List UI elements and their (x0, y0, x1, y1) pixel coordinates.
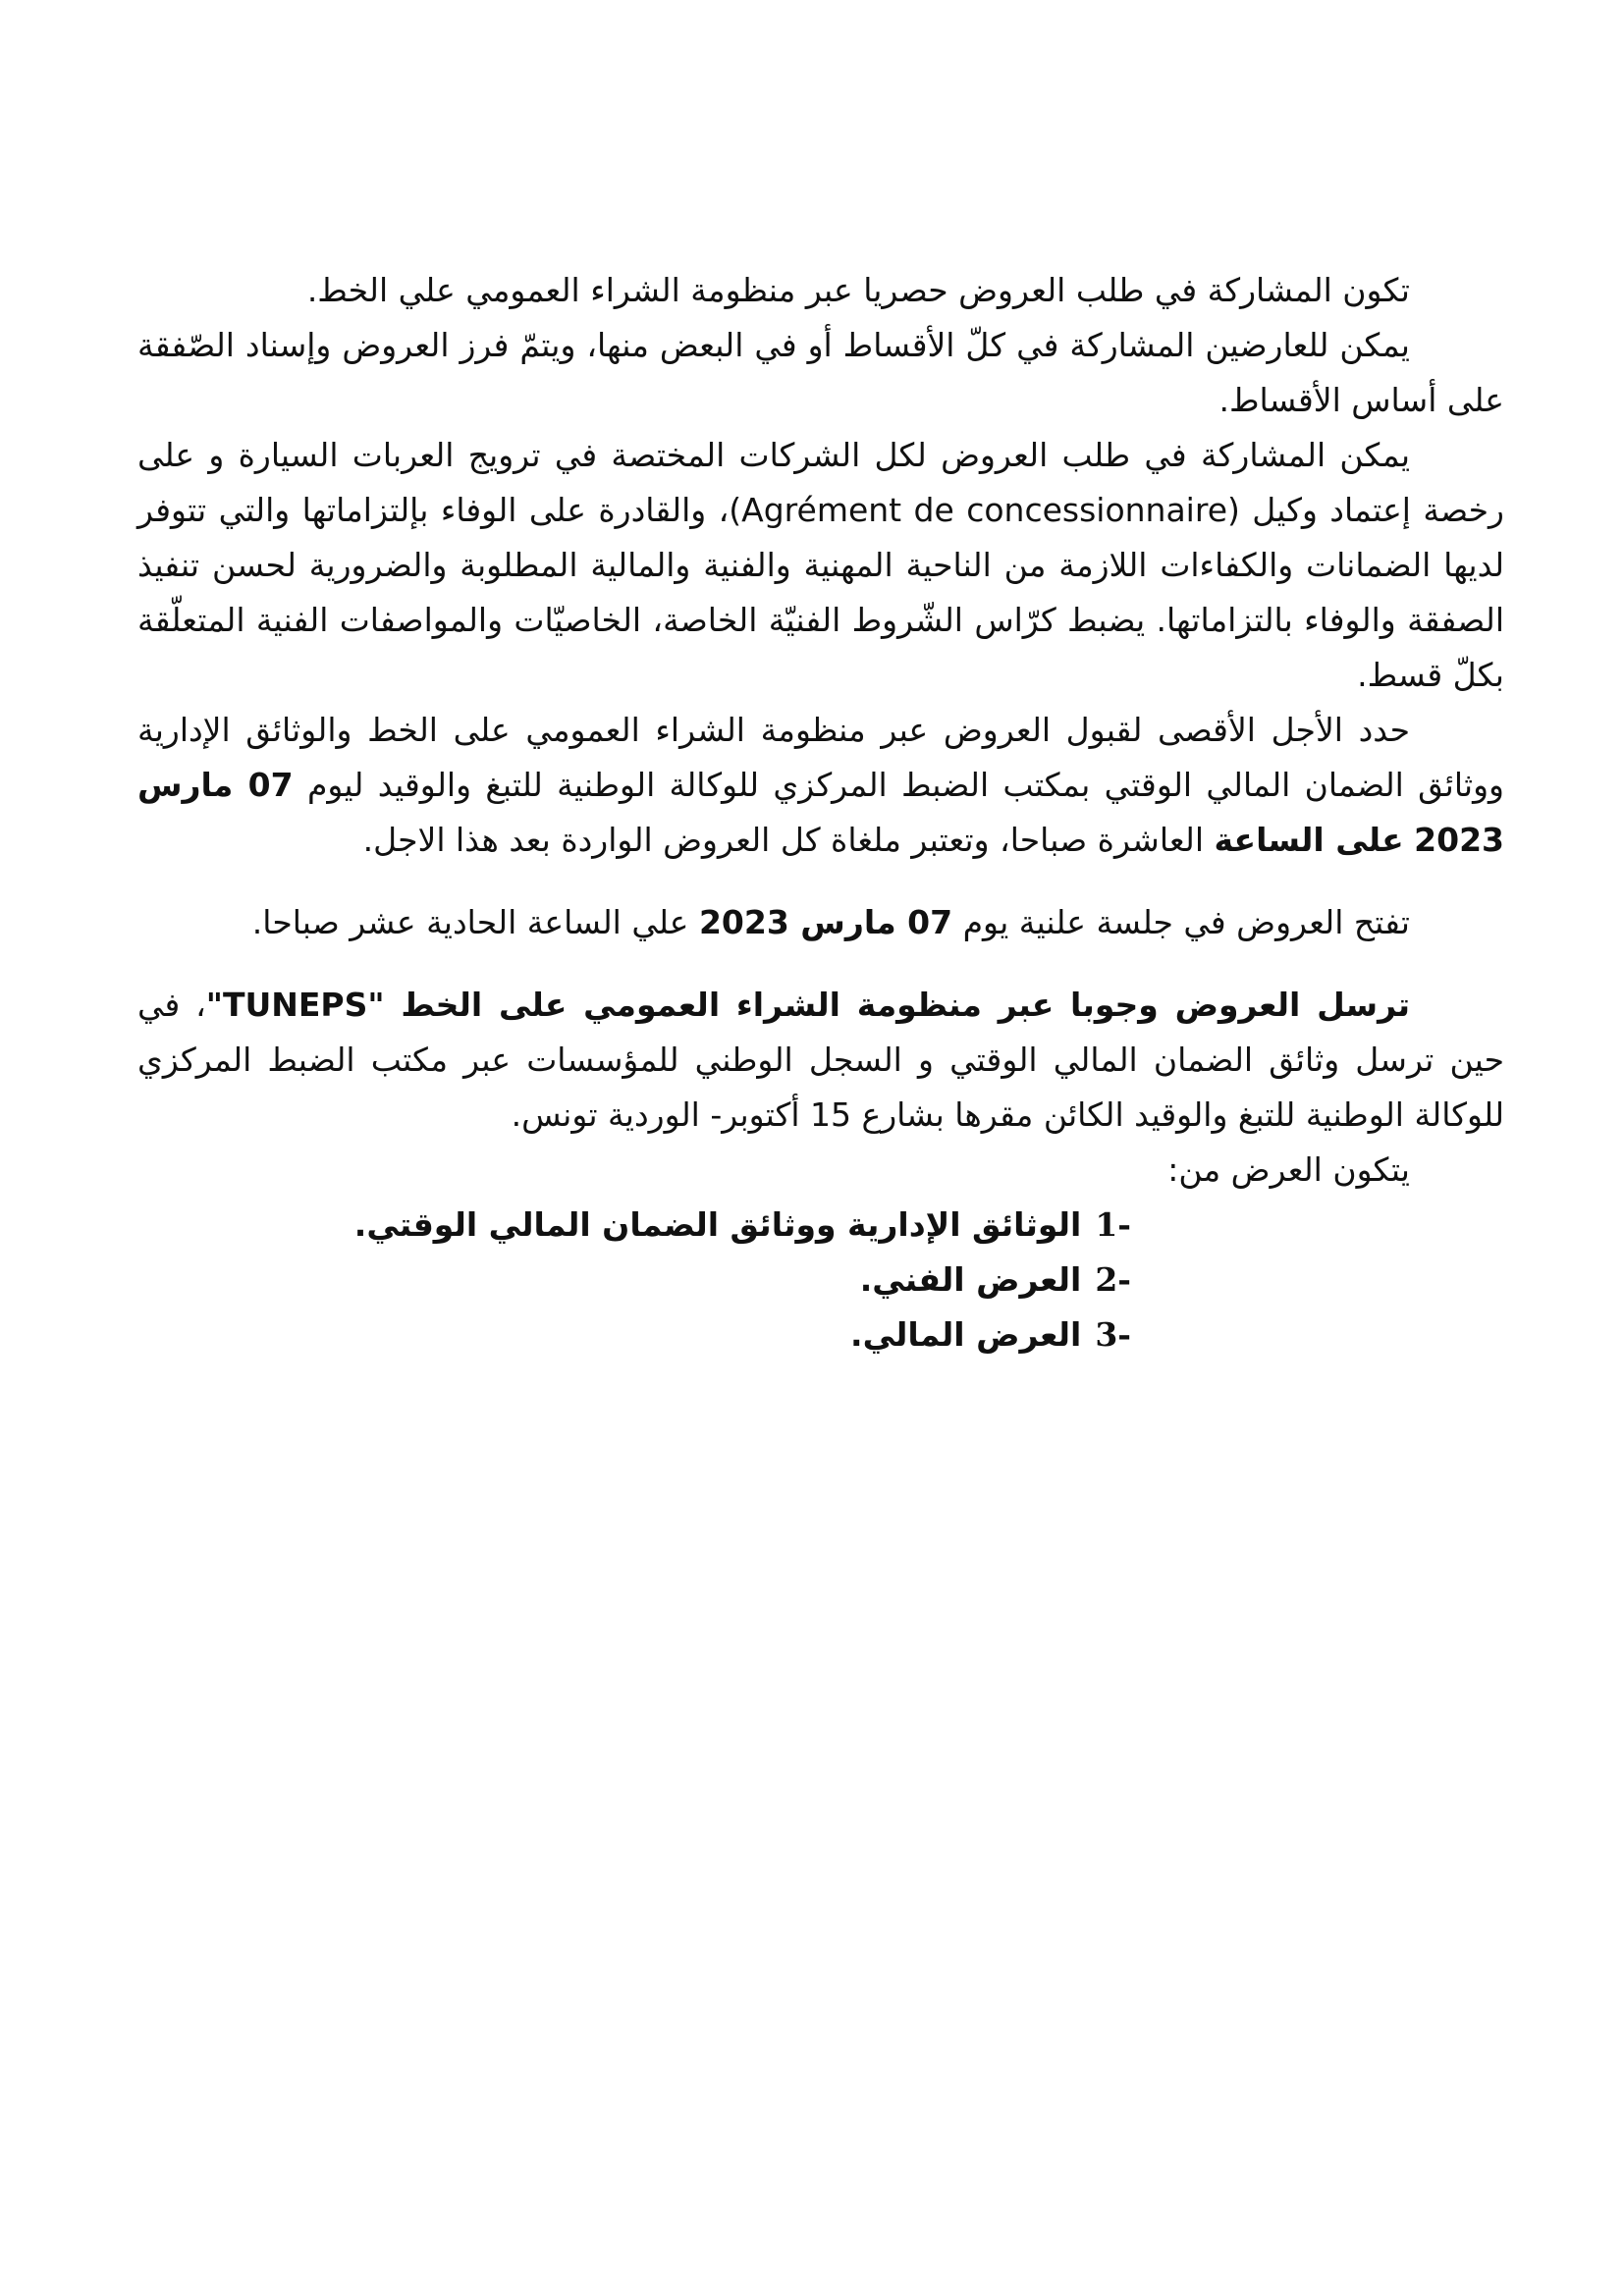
submission-paragraph (137, 978, 1504, 1143)
document-body (137, 263, 1504, 1362)
lots-paragraph (137, 318, 1504, 428)
offer-composition-intro (137, 1143, 1504, 1198)
offer-intro-text: يتكون العرض من: (1167, 1150, 1410, 1189)
list-item-label: العرض الفني. (859, 1260, 1082, 1299)
deadline-text-2: العاشرة صباحا، وتعتبر ملغاة كل العروض الواردة بعد هذا الاجل. (362, 821, 1205, 859)
deadline-text-1: حدد الأجل الأقصى لقبول العروض عبر منظومة الشراء العمومي على الخط والوثائق الإدارية ووثائق الضمان المالي الوقتي بمكتب الضبط المركزي للوكالة الوطنية للتبغ والوقيد ليوم (137, 711, 1504, 804)
deadline-paragraph (137, 703, 1504, 868)
eligibility-latin-term: Agrément de concessionnaire (741, 491, 1227, 529)
opening-date: 07 مارس 2023 (698, 903, 953, 941)
opening-paragraph (137, 895, 1504, 950)
submission-bold-text: ترسل العروض وجوبا عبر منظومة الشراء العمومي على الخط "TUNEPS" (205, 986, 1410, 1024)
eligibility-paragraph (137, 428, 1504, 703)
lots-text: يمكن للعارضين المشاركة في كلّ الأقساط أو في البعض منها، ويتمّ فرز العروض وإسناد الصّفقة على أساس الأقساط. (137, 326, 1504, 419)
list-item-label: الوثائق الإدارية ووثائق الضمان المالي الوقتي. (353, 1205, 1082, 1244)
list-item-number: 2- (1095, 1260, 1131, 1299)
submission-text: ، في حين ترسل وثائق الضمان المالي الوقتي و السجل الوطني للمؤسسات عبر مكتب الضبط المركزي للوكالة الوطنية للتبغ والوقيد الكائن مقرها بشارع 15 أكتوبر- الوردية تونس. (137, 986, 1504, 1134)
list-item (137, 1308, 1131, 1362)
deadline-time-label: على الساعة (1214, 821, 1404, 859)
participation-online-paragraph (137, 263, 1504, 318)
list-item (137, 1253, 1131, 1308)
opening-text-1: تفتح العروض في جلسة علنية يوم (962, 903, 1410, 941)
deadline-date: 07 مارس 2023 (137, 766, 1504, 859)
opening-text-2: علي الساعة الحادية عشر صباحا. (251, 903, 689, 941)
list-item-number: 3- (1095, 1315, 1131, 1354)
list-item-label: العرض المالي. (850, 1315, 1082, 1354)
offer-components-list (137, 1198, 1504, 1362)
participation-online-text: تكون المشاركة في طلب العروض حصريا عبر منظومة الشراء العمومي علي الخط. (306, 271, 1410, 309)
eligibility-text-after: )، والقادرة على الوفاء بإلتزاماتها والتي تتوفر لديها الضمانات والكفاءات اللازمة من الناحية المهنية والفنية والمالية المطلوبة والضرورية لحسن تنفيذ الصفقة والوفاء بالتزاماتها. يضبط كرّاس الشّروط الفنيّة الخاصة، الخاصيّات والمواصفات الفنية المتعلّقة بكلّ قسط. (137, 491, 1504, 694)
list-item (137, 1198, 1131, 1253)
list-item-number: 1- (1095, 1205, 1131, 1244)
eligibility-text-before: يمكن المشاركة في طلب العروض لكل الشركات المختصة في ترويج العربات السيارة و على رخصة إعتماد وكيل ( (137, 436, 1504, 529)
